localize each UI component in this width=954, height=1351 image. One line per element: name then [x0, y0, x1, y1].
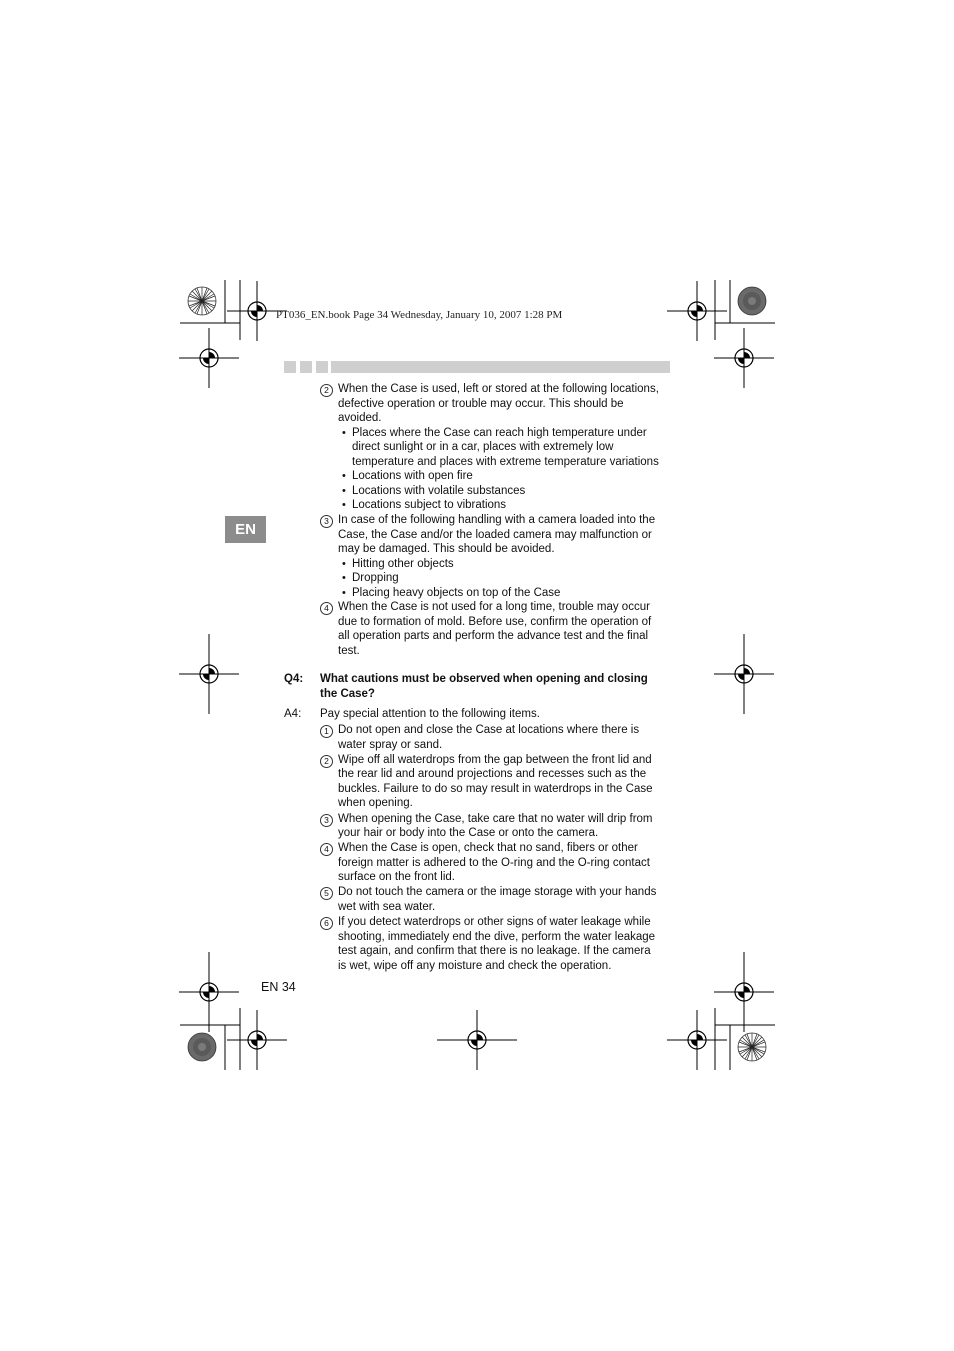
list-item-text: when opening.	[338, 797, 413, 810]
list-item-text: the rear lid and around projections and recesses such as the	[338, 768, 647, 781]
list-item-text: avoided.	[338, 412, 382, 425]
question-text: What cautions must be observed when opening and closing	[320, 673, 648, 685]
list-item-text: In case of the following handling with a camera loaded into the	[338, 513, 656, 526]
bullet-text: direct sunlight or in a car, places with extremely low	[352, 441, 614, 454]
item-number-mark	[320, 724, 333, 739]
bullet-mark: •	[342, 484, 346, 497]
list-item-text: When opening the Case, take care that no water will drip from	[338, 812, 653, 825]
bullet-mark: •	[342, 557, 346, 570]
bullet-mark: •	[342, 499, 346, 512]
list-item-text: defective operation or trouble may occur. This should be	[338, 397, 624, 410]
bullet-text: temperature and places with extreme temperature variations	[352, 455, 659, 468]
header-bar	[331, 361, 670, 373]
list-item-text: surface on the front lid.	[338, 871, 455, 884]
list-item-text: When the Case is used, left or stored at the following locations,	[338, 383, 659, 395]
item-number: 6	[320, 917, 333, 930]
item-number: 4	[320, 843, 333, 856]
list-item-text: Do not open and close the Case at locations where there is	[338, 724, 640, 736]
list-item-text: is wet, wipe off any moisture and check the operation.	[338, 959, 612, 972]
header-bar-square	[316, 361, 328, 373]
list-item-text: all operation parts and perform the advance test and the final	[338, 630, 649, 643]
bullet-mark: •	[342, 572, 346, 585]
list-item-text: your hair or body into the Case or onto the camera.	[338, 827, 599, 840]
header-bar-square	[284, 361, 296, 373]
item-number: 2	[320, 384, 333, 397]
item-number: 3	[320, 515, 333, 528]
item-number-mark	[320, 383, 333, 398]
bullet-text: Places where the Case can reach high temperature under	[352, 426, 647, 439]
item-number: 3	[320, 814, 333, 827]
item-number: 4	[320, 602, 333, 615]
answer-label: A4:	[284, 708, 302, 720]
item-number-mark	[320, 754, 333, 769]
list-item-text: buckles. Failure to do so may result in waterdrops in the Case	[338, 782, 653, 795]
list-item-text: Wipe off all waterdrops from the gap between the front lid and	[338, 753, 652, 766]
bullet-text: Dropping	[352, 572, 399, 585]
list-item-text: water spray or sand.	[338, 738, 443, 751]
bullet-text: Hitting other objects	[352, 557, 454, 570]
item-number: 2	[320, 755, 333, 768]
item-number-mark	[320, 514, 333, 529]
bullet-mark: •	[342, 426, 346, 439]
bullet-text: Locations with volatile substances	[352, 484, 526, 497]
item-number-mark	[320, 813, 333, 828]
bullet-text: Locations subject to vibrations	[352, 499, 507, 512]
list-item-text: shooting, immediately end the dive, perform the water leakage	[338, 930, 656, 943]
bullet-mark: •	[342, 586, 346, 599]
list-item-text: foreign matter is adhered to the O-ring and the O-ring contact	[338, 856, 650, 869]
list-item-text: Case, the Case and/or the loaded camera may malfunction or	[338, 528, 652, 541]
item-number-mark	[320, 842, 333, 857]
list-item-text: When the Case is open, check that no sand, fibers or other	[338, 842, 638, 855]
list-item-text: test again, and confirm that there is no leakage. If the camera	[338, 945, 651, 958]
bullet-text: Placing heavy objects on top of the Case	[352, 586, 561, 599]
list-item-text: wet with sea water.	[338, 901, 436, 913]
item-number: 1	[320, 725, 333, 738]
list-item-text: If you detect waterdrops or other signs of water leakage while	[338, 916, 651, 929]
item-number-mark	[320, 886, 333, 901]
header-bar-square	[300, 361, 312, 373]
list-item-text: When the Case is not used for a long time, trouble may occur	[338, 601, 650, 614]
answer-intro: Pay special attention to the following items.	[320, 708, 540, 720]
list-item-text: test.	[338, 644, 360, 657]
page-number: EN 34	[261, 980, 296, 994]
bullet-text: Locations with open fire	[352, 470, 473, 483]
item-number-mark	[320, 916, 333, 931]
list-item-text: may be damaged. This should be avoided.	[338, 543, 555, 556]
bullet-mark: •	[342, 470, 346, 483]
list-item-text: due to formation of mold. Before use, confirm the operation of	[338, 615, 652, 628]
language-tab: EN	[225, 516, 266, 543]
print-header: PT036_EN.book Page 34 Wednesday, January 10, 2007 1:28 PM	[276, 309, 563, 321]
question-label: Q4:	[284, 673, 304, 685]
question-text: the Case?	[320, 687, 375, 700]
list-item-text: Do not touch the camera or the image storage with your hands	[338, 886, 657, 899]
item-number-mark	[320, 601, 333, 616]
item-number: 5	[320, 887, 333, 900]
